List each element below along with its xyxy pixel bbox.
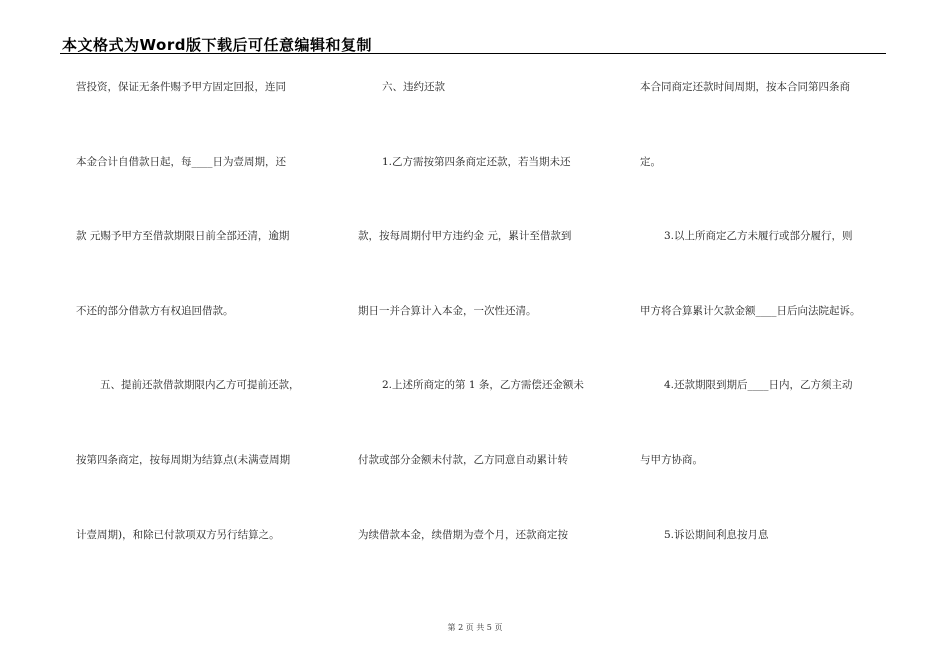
column-1-line-1: 营投资，保证无条件赐予甲方固定回报，连同 [76, 81, 286, 93]
column-1-line-4: 不还的部分借款方有权追回借款。 [76, 305, 234, 317]
text-column-3 [640, 0, 902, 672]
column-1-line-6: 按第四条商定，按每周期为结算点(未满壹周期 [76, 454, 291, 466]
document-header-title: 本文格式为Word版下载后可任意编辑和复制 [62, 36, 372, 54]
page-number-footer: 第 2 页 共 5 页 [447, 623, 503, 632]
column-3-line-1: 本合同商定还款时间周期，按本合同第四条商 [640, 81, 850, 93]
text-column-2 [358, 0, 620, 672]
column-2-line-6: 付款或部分金额未付款，乙方同意自动累计转 [358, 454, 568, 466]
column-3-line-7: 5.诉讼期间利息按月息 [664, 529, 769, 541]
column-2-line-1: 六、违约还款 [382, 81, 445, 93]
column-3-line-2: 定。 [640, 156, 661, 168]
text-column-1 [76, 0, 338, 672]
column-2-line-5: 2.上述所商定的第 1 条，乙方需偿还金额未 [382, 379, 584, 391]
column-3-line-3: 3.以上所商定乙方未履行或部分履行，则 [664, 230, 853, 242]
column-1-line-3: 款 元赐予甲方至借款期限日前全部还清，逾期 [76, 230, 290, 242]
column-2-line-4: 期日一并合算计入本金，一次性还清。 [358, 305, 537, 317]
column-2-line-3: 款，按每周期付甲方违约金 元，累计至借款到 [358, 230, 572, 242]
column-2-line-2: 1.乙方需按第四条商定还款，若当期未还 [382, 156, 571, 168]
column-1-line-7: 计壹周期)，和除已付款项双方另行结算之。 [76, 529, 280, 541]
column-1-line-5: 五、提前还款借款期限内乙方可提前还款， [100, 379, 300, 391]
column-3-line-6: 与甲方协商。 [640, 454, 703, 466]
column-2-line-7: 为续借款本金，续借期为壹个月，还款商定按 [358, 529, 568, 541]
column-3-line-5: 4.还款期限到期后____日内，乙方须主动 [664, 379, 853, 391]
column-1-line-2: 本金合计自借款日起，每____日为壹周期，还 [76, 156, 286, 168]
column-3-line-4: 甲方将合算累计欠款金额____日后向法院起诉。 [640, 305, 861, 317]
